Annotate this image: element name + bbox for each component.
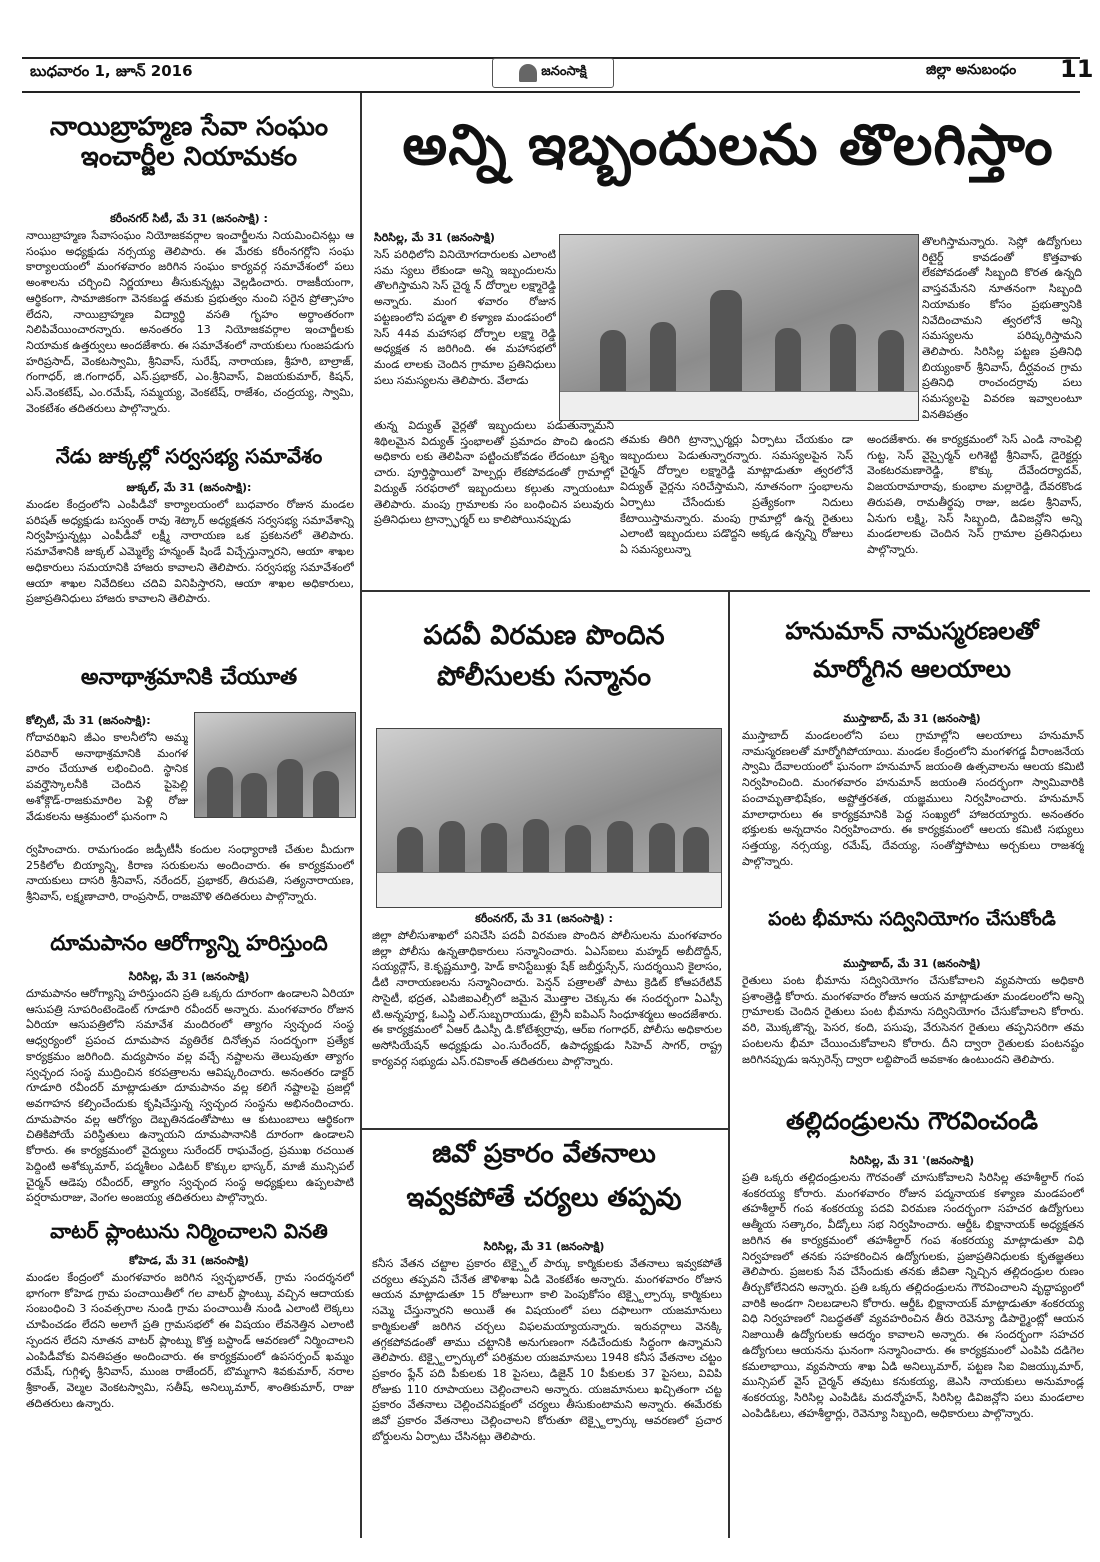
article-body: నాయిబ్రాహ్మణ సేవాసంఘం నియోజకవర్గాల ఇంచార్జీలను నియమించినట్లు ఆ సంఘం అధ్యక్షుడు నర్సయ్య తెలిపారు. ఈ మేరకు కరీంనగర్లోని సంఘ కార్యాలయంలో మంగళవారం జరిగిన సంఘం కార్యవర్గ సమావేశంలో పలు అంశాలను చర్చించి నిర్ణయాలు తీసుకున్నట్లు వెల్లడించారు. రాజకీయంగా, ఆర్థికంగా, సామాజికంగా వెనకబడ్డ తమకు ప్రభుత్వం నుంచి సరైన ప్రోత్సాహం లేదని, నాయిబ్రాహ్మణ విద్యార్థి వసతి గృహం అర్థాంతరంగా నిలిపివేయించారన్నారు. అనంతరం 13 నియోజకవర్గాల ఇంచార్జీలకు నియామక ఉత్తర్వులు అందజేశారు. ఈ సమావేశంలో నాయకులు గుంజపడుగు హరిప్రసాద్, వెంకటస్వామి, శ్రీనివాస్, సురేష్, నారాయణ, శ్రీహరి, బాల్రాజ్, గంగాధర్, జి.గంగాధర్, ఎస్.ప్రభాకర్, ఎం.శ్రీనివాస్, విజయకుమార్, కిషన్, ఎస్.వెంకటేష్, ఎం.రమేష్, సమ్మయ్య, వెంకటేష్, రాజేశం, చంద్రయ్య, స్వామి, వెంకటేశం తదితరులు పాల్గొన్నారు.	[26, 229, 354, 415]
byline: జుక్కల్, మే 31 (జనంసాక్షి):	[126, 481, 252, 494]
column-divider	[728, 590, 730, 1538]
issue-date: బుధవారం 1, జూన్ 2016	[30, 62, 193, 80]
byline: ముస్తాబాద్, మే 31 (జనంసాక్షి)	[843, 957, 981, 970]
article-body: ర్వహించారు. రామగుండం జడ్పీటీసీ కందుల సంధ్యారాణి చేతుల మీదుగా 25కిలోల బియ్యాన్ని, కిరాణ సరుకులను అందించారు. ఈ కార్యక్రమంలో నాయకులు దాసరి శ్రీనివాస్, నరేందర్, ప్రభాకర్, తిరుపతి, సత్యనారాయణ, శ్రీనివాస్, లక్ష్మణాచారి, రాంప్రసాద్, రాజమౌళి తదితరులు పాల్గొన్నారు.	[26, 843, 354, 904]
sess-meeting-photo	[559, 234, 919, 421]
article-body: కనీస వేతన చట్టాల ప్రకారం టెక్స్టైల్ పార్కు కార్మికులకు వేతనాలు ఇవ్వకపోతే చర్యలు తప్పవని చేనేత జౌళిశాఖ ఏడి వెంకటేశం అన్నారు. మంగళవారం రోజున ఆయన మాట్లాడుతూ 15 రోజులుగా కాలి పెంపుకోసం టెక్స్టైల్పార్కు కార్మికులు సమ్మె చేస్తున్నారని అయితే ఈ విషయంలో పలు దఫాలుగా యజమానులు కార్మికులతో జరిగిన చర్చలు విఫలమయ్యాయన్నారు. ఇరువర్గాలు వెనక్కి తగ్గకపోవడంతో తాము చట్టానికి అనుగుణంగా నడిచేందుకు సిద్ధంగా ఉన్నామని తెలిపారు. టెక్స్టైల్పార్కులో పరిశ్రమల యజమానులు 1948 కనీస వేతనాల చట్టం ప్రకారం ఫ్లేన్ పది పీకులకు 18 పైసలు, డిజైన్ 10 పీకులకు 37 పైసలు, వివిపి రోజుకు 110 రూపాయలు చెల్లించాలని అన్నారు. యజమానులు ఖచ్చితంగా చట్ట ప్రకారం వేతనాలు చెల్లించనిపక్షంలో చర్యలు తీసుకుంటామని అన్నారు. ఈమేరకు జివో ప్రకారం వేతనాలు చెల్లించాలని కోరుతూ టెక్స్టైల్పార్కు ఆవరణలో ప్రచార బోర్డులను ఏర్పాటు చేసినట్లు తెలిపారు.	[372, 1257, 722, 1443]
police-felicitation-photo	[376, 728, 722, 908]
supplement-label: జిల్లా అనుబంధం	[926, 62, 1017, 78]
article-body: దూమపానం ఆరోగ్యాన్ని హరిస్తుందని ప్రతి ఒక్కరు దూరంగా ఉండాలని ఏరియా ఆసుపత్రి సూపరింటెండెంట్ గూడూరి రవీందర్ అన్నారు. మంగళవారం రోజున ఏరియా ఆసుపత్రిలోని సమావేశ మందిరంలో త్యాగం స్వచ్ఛంద సంస్థ ఆధ్వర్యంలో ప్రపంచ దూమపాన వ్యతిరేక దినోత్సవ సందర్భంగా ప్రత్యేక కార్యక్రమం జరిగింది. మద్యపానం వల్ల వచ్చే నష్టాలను తెలుపుతూ త్యాగం స్వచ్ఛంద సంస్థ ముద్రించిన కరపత్రాలను ఆవిష్కరించారు. అనంతరం డాక్టర్ గూడూరి రవీందర్ మాట్లాడుతూ దూమపానం వల్ల కలిగే నష్టాలపై ప్రజల్లో అవగాహన కల్పించేందుకు కృషిచేస్తున్న స్వచ్ఛంద సంస్థను అభినందించారు. దూమపానం వల్ల ఆరోగ్యం దెబ్బతినడంతోపాటు ఆ కుటుంబాలు ఆర్థికంగా చితికిపోయే పరిస్థితులు ఉన్నాయని దూమపానానికి దూరంగా ఉండాలని కోరారు. ఈ కార్యక్రమంలో వైద్యులు సురేందర్ రాఘవేంద్ర, ప్రముఖ రచయిత పెద్దింటి అశోక్కుమార్, పద్మశీలం ఎడిటర్ కొక్కుల భాస్కర్, మాజీ మున్సిపల్ చైర్మన్ ఆడెపు రవీందర్, త్యాగం స్వచ్ఛంద సంస్థ అధ్యక్షులు ఉప్పలపాటి పర్షరామరాజు, వెంగల అంజయ్య తదితరులు పాల్గొన్నారు.	[26, 987, 354, 1205]
lead-headline: అన్ని ఇబ్బందులను తొలగిస్తాం	[402, 113, 1054, 178]
byline: సిరిసిల్ల, మే 31 '(జనంసాక్షి)	[849, 1154, 975, 1167]
article-body: తున్న విద్యుత్ వైర్లతో ఇబ్బందులు పడుతున్నామని శిథిలమైన విద్యుత్ స్తంభాలతో ప్రమాదం పొంచి ఉందని అధికారు లకు తెలిపినా పట్టించుకోవడం లేదంటూ ప్రశ్నిం చారు. పూర్తిస్థాయిలో హెల్పర్లు లేకపోవడంతో గ్రామాల్లో విద్యుత్ సరఫరాలో ఇబ్బందులు కల్గుతు న్నాయంటూ తెలిపారు. మంపు గ్రామాలకు సం బంధించిన పలువురు ప్రతినిధులు ట్రాన్స్ఫార్మర్ లు కాలిపోయినప్పుడు	[374, 419, 614, 527]
headline-smoking: దూమపానం ఆరోగ్యాన్ని హరిస్తుంది	[50, 931, 328, 955]
article-body: జిల్లా పోలీసుశాఖలో పనిచేసి పదవీ విరమణ పొందిన పోలీసులను మంగళవారం జిల్లా పోలీసు ఉన్నతాధికారులు సన్మానించారు. ఏఎస్ఐలు మహ్మద్ అబీదొద్దీన్, సయ్యద్గౌస్, కె.కృష్ణమూర్తి, హెడ్ కానిస్టేబుళ్లు షేక్ జబీర్హుస్సేన్, సుదర్శయిని కైలాసం, డీటి నారాయణలను సన్మానించారు. పెన్షన్ పత్రాలతో పాటు క్రెడిట్ కోఆపరేటివ్ సొసైటీ, భద్రత, ఎపిజిఐఎల్సీలో జమైన మొత్తాల చెక్కును ఈ సందర్భంగా ఏఎస్పీ టి.అన్నపూర్ణ, ఓఎస్డి ఎల్.సుబ్బరాయుడు, ట్రైనీ ఐపిఎస్ సింధూశర్మలు అందజేశారు. ఈ కార్యక్రమంలో ఏఆర్ డిఎస్పీ డి.కోటేశ్వర్రావు, ఆర్ఐ గంగాధర్, పోలీసు అధికారుల అసోసియేషన్ అధ్యక్షుడు ఎం.సురేందర్, ఉపాధ్యక్షుడు సిహెచ్ సాగర్, రాష్ట్ర కార్యవర్గ సభ్యుడు ఎస్.రవికాంత్ తదితరులు పాల్గొన్నారు.	[372, 929, 722, 1068]
article-body: రైతులు పంట భీమాను సద్వినియోగం చేసుకోవాలని వ్యవసాయ అధికారి ప్రశాంత్రెడ్డి కోరారు. మంగళవారం రోజున ఆయన మాట్లాడుతూ మండలంలోని అన్ని గ్రామాలకు చెందిన రైతులు పంట భీమాను సద్వినియోగం చేసుకోవాలని కోరారు. వరి, మొక్కజొన్న, పెసర, కంది, పసుపు, వేరుసెనగ రైతులు తప్పనిసరిగా తమ పంటలను భీమా చేయించుకోవాలని కోరారు. దీని ద్వారా రైతులకు పంటనష్టం జరిగినప్పుడు ఇన్సురెన్స్ ద్వారా లబ్దిపొందే అవకాశం ఉంటుందని తెలిపారు.	[742, 974, 1084, 1066]
article-body: గోదావరిఖని జీఎం కాలనీలోని అమ్మ పరివార్ అనాథాశ్రమానికి మంగళ వారం చేయూత లభించింది. స్థానిక పవర్హౌస్కాలనీకి చెందిన పైపెల్లి అశోక్గౌడ్-రాజకుమారిల పెళ్లి రోజు వేడుకలను ఆశ్రమంలో ఘనంగా ని	[26, 731, 188, 823]
logo-emblem-icon	[519, 64, 537, 82]
orphanage-photo	[194, 712, 356, 818]
paper-name: జనంసాక్షి	[541, 64, 587, 79]
byline: కరీంనగర్ సిటీ, మే 31 (జనంసాక్షి) :	[110, 212, 268, 225]
article-body: తొలగిస్తామన్నారు. సెస్లో ఉద్యోగులు రిటైర్డ్ కావడంతో కొత్తవాళు లేకపోవడంతో సిబ్బంది కొరత ఉన్నది వాస్తవమేనని నూతనంగా సిబ్బంది నియామకం కోసం ప్రభుత్వానికి నివేదించామని త్వరలోనే అన్ని సమస్యలను పరిష్కరిస్తామని తెలిపారు. సిరిసిల్ల పట్టణ ప్రతినిధి బియ్యంకార్ శ్రీనివాస్, దీర్ఘవంచ గ్రామ ప్రతినిధి రాంచందర్రావు పలు సమస్యలపై వివరణ ఇవ్వాలంటూ వినతిపత్రం	[922, 235, 1082, 421]
article-body: అందజేశారు. ఈ కార్యక్రమంలో సెస్ ఎండి నాంపెల్లి గుట్ట, సెస్ వైస్చైర్మన్ లగిశెట్టి శ్రీనివాస్, డైరెక్టర్లు వెంకటరమణారెడ్డి, కొక్కు దేవేందర్యాదవ్, విజయరామారావు, కుంభాల మల్లారెడ్డి, దేవరకొండ తిరుపతి, రామతీర్థపు రాజు, జడల శ్రీనివాస్, ఏనుగు లక్ష్మి, సెస్ సిబ్బంది, డివిజన్లోని అన్ని మండలాలకు చెందిన సెస్ గ్రామాల ప్రతినిధులు పాల్గొన్నారు.	[867, 433, 1082, 557]
headline-police-felicitation: పదవీ విరమణ పొందిన పోలీసులకు సన్మానం	[423, 620, 665, 693]
newspaper-logo	[492, 58, 614, 88]
headline-orphanage: అనాథాశ్రమానికి చేయూత	[80, 665, 298, 690]
headline-parents: తల్లిదండ్రులను గౌరవించండి	[785, 1107, 1038, 1135]
byline: సిరిసిల్ల, మే 31 (జనంసాక్షి)	[128, 970, 250, 983]
byline: ముస్తాబాద్, మే 31 (జనంసాక్షి)	[843, 712, 981, 725]
headline-crop-insurance: పంట భీమాను సద్వినియోగం చేసుకోండి	[768, 908, 1056, 930]
article-body: మండల కేంద్రంలో మంగళవారం జరిగిన స్వచ్ఛభారత్, గ్రామ సందర్శనలో భాగంగా కోహెడ గ్రామ పంచాయితీలో గల వాటర్ ప్లాంట్కు వచ్చిన ఆదాయకు సంబంధించి 3 సంవత్సరాల నుండి గ్రామ పంచాయితీ నుండి ఎలాంటి లెక్కలు చూపించడం లేదని అలాగే ప్రతి గ్రామసభలో ఈ విషయం లేవనెత్తిన ఎలాంటి స్పందన లేదని నూతన వాటర్ ప్లాంట్ను కొత్త బస్టాండ్ ఆవరణలో నిర్మించాలని ఎంపిడీవోకు వినతిపత్రం అందించారు. ఈ కార్యక్రమంలో ఉపసర్పంచ్ ఖమ్మం రమేష్, గుగ్గిళ్ళ శ్రీనివాస్, ముంజ రాజేందర్, బొమ్మగాని శివకుమార్, నరాల శ్రీకాంత్, వెల్మల వెంకటస్వామి, సతీష్, అనిల్కుమార్, శాంతికుమార్, రాజు తదితరులు ఉన్నారు.	[26, 1271, 354, 1410]
article-body: ప్రతి ఒక్కరు తల్లిదండ్రులను గౌరవంతో చూసుకోవాలని సిరిసిల్ల తహశీల్దార్ గంప శంకరయ్య కోరారు. మంగళవారం రోజున పద్మనాయక కళ్యాణ మండపంలో తహశీల్దార్ గంప శంకరయ్య పదవి విరమణ సందర్భంగా సహచర ఉద్యోగులు ఆత్మీయ సత్కారం, వీడ్కోలు సభ నిర్వహించారు. ఆర్డీఓ భిక్షానాయక్ అధ్యక్షతన జరిగిన ఈ కార్యక్రమంలో తహశీల్దార్ గంప శంకరయ్య మాట్లాడుతూ విధి నిర్వహణలో తనకు సహకరించిన ఉద్యోగులకు, ప్రజాప్రతినిధులకు కృతజ్ఞతలు తెలిపారు. ప్రజలకు సేవ చేసేందుకు తనకు జీవితా న్నిచ్చిన తల్లిదండ్రుల రుణం తీర్చుకోలేనిదని అన్నారు. ప్రతి ఒక్కరు తల్లిదండ్రులను గౌరవించాలని వృద్ధాప్యంలో వారికి అండగా నిలబడాలని కోరారు. ఆర్డీఓ భిక్షానాయక్ మాట్లాడుతూ శంకరయ్య విధి నిర్వహణలో నిబద్ధతతో వ్యవహరించిన తీరు రెవెన్యూ డిపార్ట్మెంట్లో ఆయన నిజాయితీ ఉద్యోగులకు ఆదర్శం కావాలని అన్నారు. ఈ సందర్భంగా సహచర ఉద్యోగులు ఆయనను ఘనంగా సన్మానించారు. ఈ కార్యక్రమంలో ఎంపిపి దడిగెల కమలాభాయి, వ్యవసాయ శాఖ ఏడి అనిల్కుమార్, పట్టణ సిఐ విజయ్కుమార్, మున్సిపల్ వైస్ చైర్మన్ తవుటు కనుకయ్య, జెఎసి నాయకులు అనుమాండ్ల శంకరయ్య, సిరిసిల్ల ఎంపిడిఓ మదన్మోహన్, సిరిసిల్ల డివిజన్లోని పలు మండలాల ఎంపిడిఓలు, తహశీల్దార్లు, రెవెన్యూ సిబ్బంది, అధికారులు పాల్గొన్నారు.	[742, 1171, 1084, 1420]
byline: కోహెడ, మే 31 (జనంసాక్షి)	[129, 1254, 249, 1267]
article-body: ముస్తాబాద్ మండలంలోని పలు గ్రామాల్లోని ఆలయాలు హనుమాన్ నామస్మరణలతో మార్మోగిపోయాయి. మండల కేంద్రంలోని మంగళగడ్డ వీరాంజనేయ స్వామి దేవాలయంలో ఘనంగా హనుమాన్ జయంతి ఉత్సవాలను ఆలయ కమిటి నిర్వహించింది. మంగళవారం హనుమాన్ జయంతి సందర్భంగా స్వామివారికి పంచామృతాభిషేకం, అష్టోత్తరశత, యజ్ఞములు నిర్వహించారు. హనుమాన్ మాలాధారులు ఈ కార్యక్రమానికి పెద్ద సంఖ్యలో హాజరయ్యారు. అనంతరం భక్తులకు అన్నదానం నిర్వహించారు. ఈ కార్యక్రమంలో ఆలయ కమిటి సభ్యులు సత్తయ్య, నర్సయ్య, రమేష్, దేవయ్య, సంతోష్తోపాటు అర్చకులు రాజశర్మ పాల్గొన్నారు.	[742, 729, 1084, 868]
page-number: 11	[1060, 55, 1094, 83]
article-body: తమకు తిరిగి ట్రాన్స్ఫార్మర్లు ఏర్పాటు చేయకుం డా ఇబ్బందులు పెడుతున్నారన్నారు. సమస్యలపైన సెస్ చైర్మన్ దోర్నాల లక్ష్మారెడ్డి మాట్లాడుతూ త్వరలోనే విద్యుత్ వైర్లను సరిచేస్తామని, నూతనంగా స్తంభాలను ఏర్పాటు చేసేందుకు ప్రత్యేకంగా నిదులు కేటాయిస్తామన్నారు. మంపు గ్రామాల్లో ఉన్న రైతులు ఎలాంటి ఇబ్బందులు పడొద్దని అక్కడ ఉన్నన్ని రోజులు ఏ సమస్యలున్నా	[620, 433, 853, 557]
byline: కరీంనగర్, మే 31 (జనంసాక్షి) :	[475, 912, 613, 925]
byline: సిరిసిల్ల, మే 31 (జనంసాక్షి)	[483, 1240, 605, 1253]
headline-wages: జివో ప్రకారం వేతనాలు ఇవ్వకపోతే చర్యలు తప్పవు	[406, 1139, 682, 1213]
headline-water-plant: వాటర్ ప్లాంటును నిర్మించాలని వినతి	[50, 1219, 328, 1243]
headline-jukkal: నేడు జుక్కల్లో సర్వసభ్య సమావేశం	[55, 444, 323, 468]
article-body: సెస్ పరిధిలోని వినియోగదారులకు ఎలాంటి సమ స్యలు లేకుండా అన్ని ఇబ్బందులను తొలగిస్తామని సెస్ చైర్మ న్ దోర్నాల లక్ష్మారెడ్డి అన్నారు. మంగ ళవారం రోజున పట్టణంలోని పద్మశా లి కళ్యాణ మండపంలో సెస్ 44వ మహాసభ దోర్నాల లక్ష్మా రెడ్డి అధ్యక్షత న జరిగింది. ఈ మహాసభలో మండ లాలకు చెందిన గ్రామాల ప్రతినిధులు పలు సమస్యలను తెలిపారు. వేలాడు	[374, 248, 556, 387]
section-divider	[362, 590, 1090, 592]
headline-nayibrahmana: నాయిబ్రాహ్మణ సేవా సంఘం ఇంచార్జీల నియామకం	[49, 112, 329, 172]
article-body: మండల కేంద్రంలోని ఎంపీడీవో కార్యాలయంలో బుధవారం రోజున మండల పరిషత్ అధ్యక్షుడు బస్వంత్ రావు శెట్కార్ అధ్యక్షతన సర్వసభ్య సమావేశాన్ని నిర్వహిస్తున్నట్లు ఎంపీడీవో లక్ష్మీ నారాయణ ఒక ప్రకటనలో తెలిపారు. సమావేశానికి జుక్కల్ ఎమ్మెల్యే హన్మంత్ షిండే విచ్చేస్తున్నారని, ఆయా శాఖల అధికారులు సమయానికి హాజరు కావాలని తెలిపారు. సర్వసభ్య సమావేశంలో ఆయా శాఖల నివేదికలు చదివి వినిపిస్తారని, ఆయా శాఖల అధికారులు, ప్రజాప్రతినిధులు హాజరు కావాలని తెలిపారు.	[26, 498, 354, 606]
headline-hanuman: హనుమాన్ నామస్మరణలతో మార్మోగిన ఆలయాలు	[785, 617, 1039, 683]
byline: కోల్సిటీ, మే 31 (జనంసాక్షి):	[26, 714, 151, 727]
byline: సిరిసిల్ల, మే 31 (జనంసాక్షి)	[374, 231, 495, 244]
column-divider	[360, 93, 362, 1538]
section-divider	[362, 1128, 728, 1130]
